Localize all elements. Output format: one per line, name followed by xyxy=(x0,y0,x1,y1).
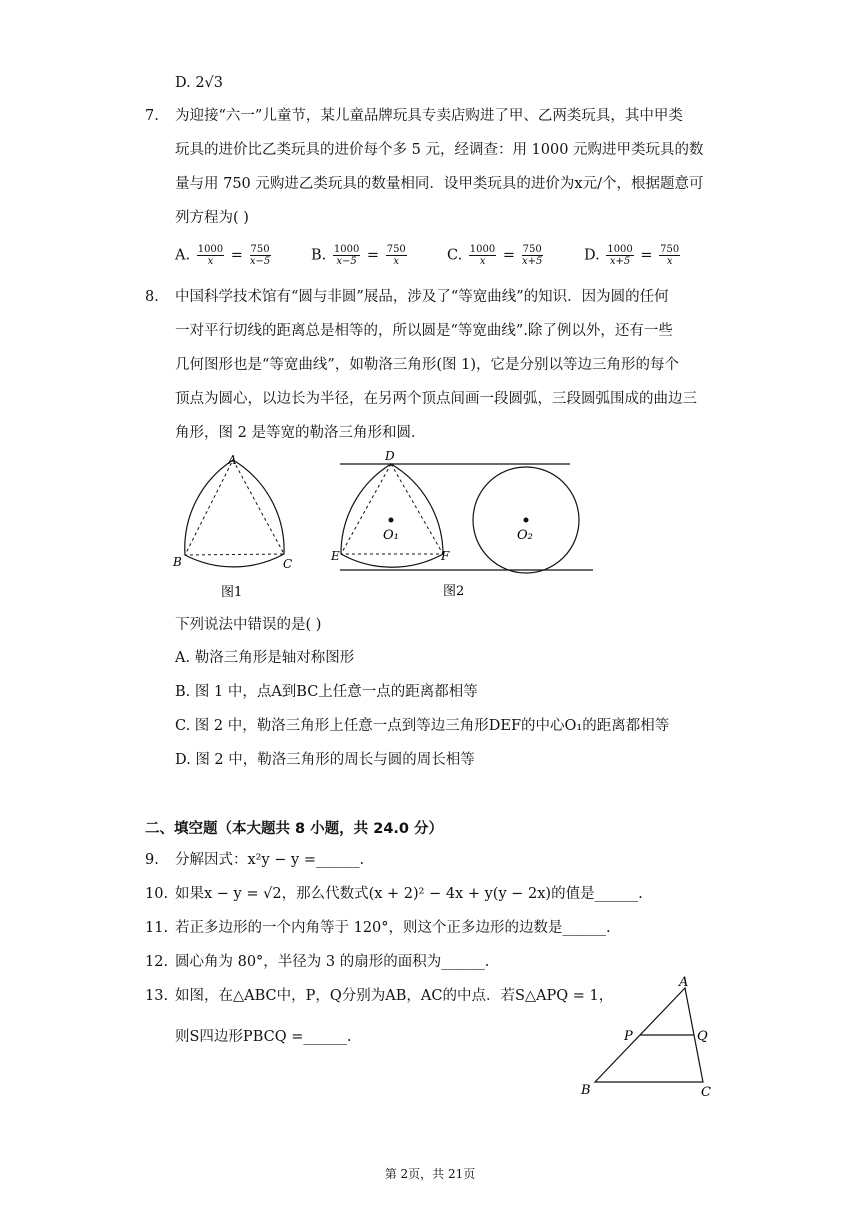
q12-number: 12. xyxy=(145,954,169,970)
q12-text: 圆心角为 80°，半径为 3 的扇形的面积为______. xyxy=(175,954,490,970)
fig1-label-c: C xyxy=(283,557,293,571)
q8-prompt: 下列说法中错误的是( ) xyxy=(175,617,322,633)
q7-option-d: D. $\frac{1000}{x+5}$ = $\frac{750}{x}$ xyxy=(584,244,680,267)
q9-text: 分解因式：x²y − y =______. xyxy=(175,852,365,868)
fig1-label-b: B xyxy=(173,555,182,569)
q7-option-b: B. $\frac{1000}{x-5}$ = $\frac{750}{x}$ xyxy=(311,244,406,267)
fig2-label-o2: O₂ xyxy=(517,528,533,543)
q9-number: 9. xyxy=(145,852,159,868)
fig3-label-p: P xyxy=(624,1029,633,1044)
q6-option-d: D. 2√3 xyxy=(175,75,224,91)
q7-line-4: 列方程为( ) xyxy=(175,210,249,226)
figure-2 xyxy=(330,449,593,599)
figure-1 xyxy=(172,453,292,600)
q8-option-d: D. 图 2 中，勒洛三角形的周长与圆的周长相等 xyxy=(175,752,475,768)
q7-number: 7. xyxy=(145,108,159,124)
q10-number: 10. xyxy=(145,886,169,902)
fig3-label-b: B xyxy=(581,1083,591,1098)
q7-line-3: 量与用 750 元购进乙类玩具的数量相同．设甲类玩具的进价为x元/个，根据题意可 xyxy=(175,176,704,192)
fig3-label-q: Q xyxy=(697,1029,708,1044)
q10-text: 如果x − y = √2，那么代数式(x + 2)² − 4x + y(y − 2x)的值是______. xyxy=(175,886,643,902)
q8-line-4: 顶点为圆心，以边长为半径，在另两个顶点间画一段圆弧，三段圆弧围成的曲边三 xyxy=(175,391,697,407)
fig2-caption: 图2 xyxy=(443,584,465,599)
fig3-label-a: A xyxy=(679,975,689,990)
fig1-caption: 图1 xyxy=(221,585,243,600)
q7-option-a: A. $\frac{1000}{x}$ = $\frac{750}{x-5}$ xyxy=(175,244,271,267)
fig2-label-d: D xyxy=(385,449,395,463)
q8-option-c: C. 图 2 中，勒洛三角形上任意一点到等边三角形DEF的中心O₁的距离都相等 xyxy=(175,718,670,734)
section-heading: 二、填空题（本大题共 8 小题，共 24.0 分） xyxy=(145,821,444,837)
fig2-label-o1: O₁ xyxy=(383,528,399,543)
q7-line-1: 为迎接“六一”儿童节，某儿童品牌玩具专卖店购进了甲、乙两类玩具，其中甲类 xyxy=(175,108,683,124)
page-footer: 第 2页，共 21页 xyxy=(384,1167,476,1181)
q7-option-c: C. $\frac{1000}{x}$ = $\frac{750}{x+5}$ xyxy=(447,244,543,267)
q8-line-5: 角形，图 2 是等宽的勒洛三角形和圆． xyxy=(175,425,426,441)
reuleaux-figures xyxy=(165,448,595,608)
q8-line-2: 一对平行切线的距离总是相等的，所以圆是“等宽曲线”.除了例以外，还有一些 xyxy=(175,323,673,339)
q8-line-3: 几何图形也是“等宽曲线”，如勒洛三角形(图 1)，它是分别以等边三角形的每个 xyxy=(175,357,679,373)
q11-number: 11. xyxy=(145,920,169,936)
fig2-label-f: F xyxy=(441,549,450,563)
q8-option-b: B. 图 1 中，点A到BC上任意一点的距离都相等 xyxy=(175,684,478,700)
q13-text: 如图，在△ABC中，P，Q分别为AB，AC的中点．若S△APQ = 1， xyxy=(175,988,614,1004)
q7-line-2: 玩具的进价比乙类玩具的进价每个多 5 元，经调查：用 1000 元购进甲类玩具的数 xyxy=(175,142,704,158)
q8-line-1: 中国科学技术馆有“圆与非圆”展品，涉及了“等宽曲线”的知识．因为圆的任何 xyxy=(175,289,669,305)
q11-text: 若正多边形的一个内角等于 120°，则这个正多边形的边数是______. xyxy=(175,920,611,936)
fig3-label-c: C xyxy=(701,1085,711,1100)
fig2-label-e: E xyxy=(331,549,340,563)
fig1-label-a: A xyxy=(228,453,237,467)
q8-number: 8. xyxy=(145,289,159,305)
q8-option-a: A. 勒洛三角形是轴对称图形 xyxy=(175,650,355,666)
q13-text-2: 则S四边形PBCQ =______. xyxy=(175,1029,352,1045)
triangle-figure xyxy=(575,970,725,1105)
q13-number: 13. xyxy=(145,988,169,1004)
